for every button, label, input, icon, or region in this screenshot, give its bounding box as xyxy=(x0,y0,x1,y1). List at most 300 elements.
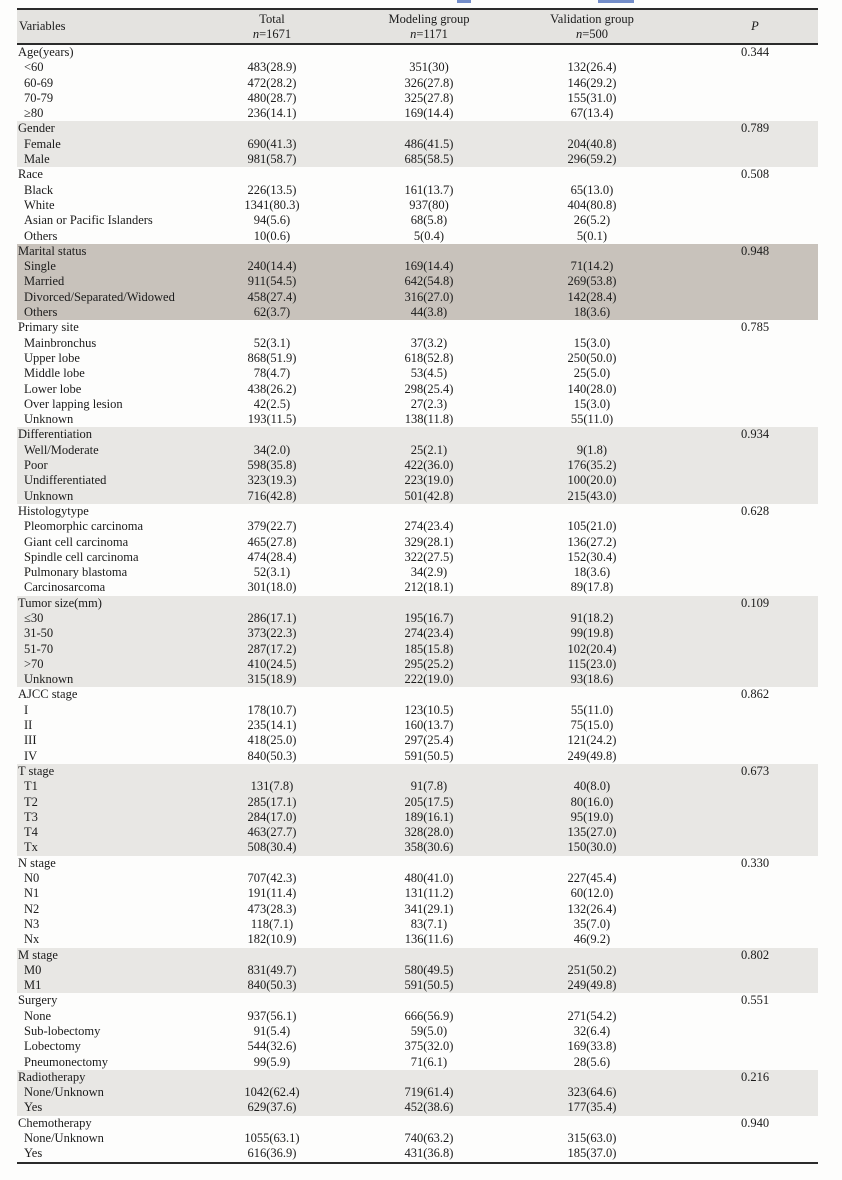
cell-validation: 60(12.0) xyxy=(570,886,614,901)
row-label: N1 xyxy=(24,886,40,901)
section-label: Race xyxy=(18,167,43,182)
cell-validation: 80(16.0) xyxy=(517,795,667,810)
cell-modeling: 136(11.6) xyxy=(404,932,454,947)
cell-total: 373(22.3) xyxy=(203,626,341,641)
p-value-empty xyxy=(667,458,818,473)
section-row xyxy=(17,1070,818,1085)
data-row xyxy=(17,336,818,351)
section-label: Differentiation xyxy=(17,427,203,442)
p-value-empty xyxy=(667,290,818,305)
cell-total: 178(10.7) xyxy=(247,702,297,717)
p-value-empty xyxy=(667,91,818,106)
section-label: Tumor size(mm) xyxy=(17,596,203,611)
cell-modeling: 25(2.1) xyxy=(341,443,517,458)
data-row xyxy=(17,642,818,657)
row-label: Yes xyxy=(17,1100,203,1115)
p-value-empty xyxy=(667,932,818,947)
row-label: Asian or Pacific Islanders xyxy=(24,213,153,228)
row-label: Single xyxy=(17,259,203,274)
section-row xyxy=(17,993,818,1008)
cell-total: 78(4.7) xyxy=(253,366,291,381)
data-row xyxy=(17,825,818,840)
cell-modeling: 131(11.2) xyxy=(404,886,454,901)
cell-modeling: 591(50.5) xyxy=(341,978,517,993)
cell-modeling: 642(54.8) xyxy=(341,274,517,289)
cell-modeling xyxy=(341,856,517,871)
group-name: Validation group xyxy=(550,12,634,26)
cell-total: 840(50.3) xyxy=(247,748,297,763)
section-label: Primary site xyxy=(18,320,79,335)
data-row xyxy=(17,473,818,488)
row-label: Sub-lobectomy xyxy=(24,1024,101,1038)
section-label: Marital status xyxy=(17,244,203,259)
p-value-empty xyxy=(667,535,818,550)
section-label: Age(years) xyxy=(18,45,74,59)
cell-total xyxy=(203,687,341,702)
p-value: 0.344 xyxy=(740,45,770,59)
cell-validation: 95(19.0) xyxy=(517,810,667,825)
data-row xyxy=(17,366,818,381)
cell-modeling: 322(27.5) xyxy=(404,549,454,564)
cell-total: 544(32.6) xyxy=(247,1039,297,1054)
section-row xyxy=(17,764,818,779)
cell-modeling: 91(7.8) xyxy=(341,779,517,794)
p-value-empty xyxy=(667,489,818,504)
cell-total: 474(28.4) xyxy=(247,549,297,564)
data-row xyxy=(17,1024,818,1039)
cell-modeling: 325(27.8) xyxy=(404,90,454,105)
cell-total: 286(17.1) xyxy=(203,611,341,626)
cell-validation: 105(21.0) xyxy=(567,519,617,534)
cell-validation: 67(13.4) xyxy=(570,106,614,121)
cell-modeling: 34(2.9) xyxy=(410,565,448,580)
cell-modeling: 205(17.5) xyxy=(341,795,517,810)
cell-total: 287(17.2) xyxy=(203,642,341,657)
p-value-empty xyxy=(667,779,818,794)
data-row xyxy=(17,397,818,412)
cell-total xyxy=(203,948,341,963)
p-value-empty xyxy=(667,213,818,228)
data-row xyxy=(17,351,818,366)
cell-validation: 55(11.0) xyxy=(570,702,614,717)
cell-validation: 176(35.2) xyxy=(517,458,667,473)
p-value: 0.673 xyxy=(667,764,818,779)
cell-total: 379(22.7) xyxy=(247,519,297,534)
cell-validation: 296(59.2) xyxy=(517,152,667,167)
cell-validation: 177(35.4) xyxy=(517,1100,667,1115)
p-value-empty xyxy=(667,917,818,932)
cell-modeling: 83(7.1) xyxy=(410,916,448,931)
row-label: Yes xyxy=(24,1146,43,1161)
cell-modeling: 422(36.0) xyxy=(341,458,517,473)
cell-total: 472(28.2) xyxy=(247,75,297,90)
data-row xyxy=(17,550,818,565)
cell-validation: 18(3.6) xyxy=(517,305,667,320)
cell-validation: 323(64.6) xyxy=(517,1085,667,1100)
row-label: <60 xyxy=(24,60,44,75)
row-label: Black xyxy=(24,182,54,197)
cell-modeling: 68(5.8) xyxy=(410,213,448,228)
p-value-empty xyxy=(667,305,818,320)
cell-total: 240(14.4) xyxy=(203,259,341,274)
section-label: M stage xyxy=(17,948,203,963)
cell-modeling xyxy=(341,320,517,335)
cell-validation: 251(50.2) xyxy=(517,963,667,978)
p-value-empty xyxy=(667,672,818,687)
p-value-empty xyxy=(667,1100,818,1115)
p-value: 0.508 xyxy=(740,167,770,182)
cell-total: 840(50.3) xyxy=(203,978,341,993)
cell-modeling xyxy=(341,1070,517,1085)
cell-total: 42(2.5) xyxy=(253,396,291,411)
cell-modeling: 316(27.0) xyxy=(341,290,517,305)
p-value: 0.934 xyxy=(667,427,818,442)
cell-validation: 269(53.8) xyxy=(517,274,667,289)
p-value-empty xyxy=(667,519,818,534)
row-label: III xyxy=(24,733,37,748)
p-value: 0.109 xyxy=(667,596,818,611)
data-row xyxy=(17,795,818,810)
section-row xyxy=(17,1116,818,1131)
cell-total xyxy=(203,320,341,335)
n-count: =500 xyxy=(582,26,609,41)
row-label: II xyxy=(24,718,33,733)
p-value-empty xyxy=(667,183,818,198)
data-row xyxy=(17,749,818,764)
row-label: None/Unknown xyxy=(24,1131,104,1146)
cell-validation: 146(29.2) xyxy=(567,75,617,90)
cell-validation: 250(50.0) xyxy=(567,350,617,365)
data-row xyxy=(17,703,818,718)
section-row xyxy=(17,856,818,871)
data-row xyxy=(17,917,818,932)
cell-modeling: 341(29.1) xyxy=(404,901,454,916)
cell-total xyxy=(203,427,341,442)
cell-total: 508(30.4) xyxy=(203,840,341,855)
cell-modeling xyxy=(341,427,517,442)
cell-total: 191(11.4) xyxy=(247,886,297,901)
p-value-empty xyxy=(667,106,818,121)
cell-modeling xyxy=(341,121,517,136)
cell-total xyxy=(203,764,341,779)
cell-modeling: 329(28.1) xyxy=(404,534,454,549)
cell-total: 34(2.0) xyxy=(203,443,341,458)
row-label: N3 xyxy=(24,916,40,931)
cell-validation: 18(3.6) xyxy=(573,565,611,580)
row-label: Upper lobe xyxy=(24,350,80,365)
caption-remnant xyxy=(457,0,471,3)
p-value-empty xyxy=(667,274,818,289)
p-value-empty xyxy=(667,703,818,718)
p-value-empty xyxy=(667,749,818,764)
cell-validation xyxy=(517,320,667,335)
cell-modeling: 328(28.0) xyxy=(341,825,517,840)
cell-total: 1055(63.1) xyxy=(244,1131,300,1146)
cell-total xyxy=(203,856,341,871)
row-label: Mainbronchus xyxy=(24,335,97,350)
p-value-empty xyxy=(667,795,818,810)
section-row xyxy=(17,121,818,136)
cell-total: 193(11.5) xyxy=(247,412,297,427)
cell-validation: 65(13.0) xyxy=(570,182,614,197)
cell-modeling: 580(49.5) xyxy=(341,963,517,978)
cell-modeling xyxy=(341,167,517,182)
cell-validation: 40(8.0) xyxy=(517,779,667,794)
data-row xyxy=(17,60,818,75)
cell-total: 285(17.1) xyxy=(203,795,341,810)
row-label: Undifferentiated xyxy=(17,473,203,488)
data-row xyxy=(17,213,818,228)
cell-total: 91(5.4) xyxy=(253,1024,291,1038)
row-label: Carcinosarcoma xyxy=(24,580,106,595)
column-header-modeling xyxy=(341,9,517,44)
group-name: Total xyxy=(259,12,285,26)
cell-modeling xyxy=(341,993,517,1008)
cell-modeling: 351(30) xyxy=(409,60,449,75)
cell-total: 99(5.9) xyxy=(253,1054,291,1069)
cell-validation: 93(18.6) xyxy=(517,672,667,687)
cell-validation: 136(27.2) xyxy=(567,534,617,549)
column-header-total xyxy=(203,9,341,44)
p-value-empty xyxy=(667,1009,818,1024)
p-value-empty xyxy=(667,718,818,733)
cell-total: 10(0.6) xyxy=(253,228,291,243)
p-value-empty xyxy=(667,871,818,886)
cell-validation: 25(5.0) xyxy=(573,366,611,381)
cell-validation xyxy=(517,44,667,60)
cell-total: 438(26.2) xyxy=(247,381,297,396)
section-row xyxy=(17,687,818,702)
cell-total: 629(37.6) xyxy=(203,1100,341,1115)
p-value-empty xyxy=(667,351,818,366)
cell-modeling: 37(3.2) xyxy=(410,335,448,350)
cell-modeling: 740(63.2) xyxy=(404,1131,454,1146)
cell-validation xyxy=(517,427,667,442)
p-value: 0.785 xyxy=(740,320,770,335)
data-row xyxy=(17,1100,818,1115)
p-value-empty xyxy=(667,810,818,825)
cell-modeling: 185(15.8) xyxy=(341,642,517,657)
cell-modeling: 591(50.5) xyxy=(404,748,454,763)
row-label: Well/Moderate xyxy=(17,443,203,458)
cell-modeling: 298(25.4) xyxy=(404,381,454,396)
cell-total xyxy=(203,1070,341,1085)
cell-validation xyxy=(517,993,667,1008)
cell-validation: 404(80.8) xyxy=(567,197,617,212)
cell-modeling: 223(19.0) xyxy=(341,473,517,488)
cell-validation: 155(31.0) xyxy=(567,90,617,105)
cell-validation: 140(28.0) xyxy=(567,381,617,396)
cell-modeling xyxy=(341,764,517,779)
cell-validation xyxy=(517,948,667,963)
p-value-empty xyxy=(667,565,818,580)
row-label: Lobectomy xyxy=(24,1039,81,1054)
section-row xyxy=(17,596,818,611)
cell-validation: 28(5.6) xyxy=(573,1054,611,1069)
cell-validation: 271(54.2) xyxy=(567,1008,617,1023)
data-row xyxy=(17,840,818,855)
cell-total: 236(14.1) xyxy=(247,106,297,121)
data-row xyxy=(17,565,818,580)
n-symbol: n xyxy=(252,26,260,41)
p-value-empty xyxy=(667,733,818,748)
cell-total: 937(56.1) xyxy=(247,1008,297,1023)
column-header-variables: Variables xyxy=(17,9,203,44)
p-value-empty xyxy=(667,412,818,427)
p-value: 0.628 xyxy=(740,503,770,518)
p-value-empty xyxy=(667,1085,818,1100)
cell-total: 182(10.9) xyxy=(247,932,297,947)
row-label: 60-69 xyxy=(24,75,54,90)
data-row xyxy=(17,718,818,733)
row-label: Lower lobe xyxy=(24,381,82,396)
cell-total: 690(41.3) xyxy=(203,137,341,152)
cell-validation: 32(6.4) xyxy=(573,1024,611,1038)
cell-validation: 75(15.0) xyxy=(570,718,614,733)
section-row xyxy=(17,167,818,182)
cell-total: 315(18.9) xyxy=(203,672,341,687)
cell-validation: 249(49.8) xyxy=(567,748,617,763)
cell-modeling: 480(41.0) xyxy=(404,871,454,886)
data-row xyxy=(17,1085,818,1100)
n-symbol: n xyxy=(410,26,417,41)
row-label: T3 xyxy=(17,810,203,825)
cell-total: 707(42.3) xyxy=(247,871,297,886)
p-value-empty xyxy=(667,198,818,213)
cell-total: 62(3.7) xyxy=(203,305,341,320)
data-row xyxy=(17,519,818,534)
p-value-empty xyxy=(667,443,818,458)
data-row xyxy=(17,733,818,748)
cell-validation xyxy=(517,764,667,779)
cell-modeling: 59(5.0) xyxy=(410,1024,448,1038)
cell-validation: 132(26.4) xyxy=(567,60,617,75)
cell-validation: 249(49.8) xyxy=(517,978,667,993)
cell-total: 52(3.1) xyxy=(253,335,291,350)
data-row xyxy=(17,183,818,198)
cell-modeling: 195(16.7) xyxy=(341,611,517,626)
cell-modeling: 719(61.4) xyxy=(341,1085,517,1100)
cell-total xyxy=(203,504,341,519)
cell-total: 616(36.9) xyxy=(247,1146,297,1161)
cell-validation: 132(26.4) xyxy=(567,901,617,916)
row-label: Nx xyxy=(24,932,40,947)
p-value: 0.862 xyxy=(740,687,770,702)
cell-total: 418(25.0) xyxy=(247,733,297,748)
p-value-empty xyxy=(667,1131,818,1146)
data-row xyxy=(17,489,818,504)
cell-validation: 5(0.1) xyxy=(576,228,608,243)
cell-validation xyxy=(517,596,667,611)
row-label: White xyxy=(24,197,55,212)
cell-validation: 135(27.0) xyxy=(517,825,667,840)
cell-validation: 150(30.0) xyxy=(517,840,667,855)
p-value-empty xyxy=(667,550,818,565)
row-label: >70 xyxy=(17,657,203,672)
row-label: 70-79 xyxy=(24,90,54,105)
cell-modeling: 169(14.4) xyxy=(404,106,454,121)
row-label: Pleomorphic carcinoma xyxy=(24,519,144,534)
data-row xyxy=(17,1039,818,1054)
header-row xyxy=(17,9,818,44)
cell-validation: 26(5.2) xyxy=(573,213,611,228)
data-row xyxy=(17,305,818,320)
p-value-empty xyxy=(667,382,818,397)
p-value-empty xyxy=(667,152,818,167)
cell-modeling: 618(52.8) xyxy=(404,350,454,365)
p-value-empty xyxy=(667,657,818,672)
data-row xyxy=(17,886,818,901)
p-value-empty xyxy=(667,366,818,381)
section-label: AJCC stage xyxy=(18,687,78,702)
data-row xyxy=(17,580,818,595)
cell-validation: 35(7.0) xyxy=(573,916,611,931)
row-label: M1 xyxy=(17,978,203,993)
cell-validation xyxy=(517,121,667,136)
cell-validation xyxy=(517,244,667,259)
cell-total: 716(42.8) xyxy=(203,489,341,504)
cell-modeling: 71(6.1) xyxy=(410,1054,448,1069)
cell-modeling: 452(38.6) xyxy=(341,1100,517,1115)
cell-total xyxy=(203,167,341,182)
data-row xyxy=(17,259,818,274)
cell-total xyxy=(203,596,341,611)
cell-validation xyxy=(517,687,667,702)
cell-validation xyxy=(517,856,667,871)
row-label: I xyxy=(24,702,29,717)
row-label: Others xyxy=(17,305,203,320)
cell-total: 465(27.8) xyxy=(247,534,297,549)
cell-total xyxy=(203,244,341,259)
p-value-empty xyxy=(667,336,818,351)
p-value-empty xyxy=(667,978,818,993)
p-value: 0.948 xyxy=(667,244,818,259)
cell-modeling: 169(14.4) xyxy=(341,259,517,274)
section-label: Histologytype xyxy=(18,503,89,518)
cell-modeling: 27(2.3) xyxy=(410,396,448,411)
data-row xyxy=(17,76,818,91)
row-label: Female xyxy=(17,137,203,152)
p-value-empty xyxy=(667,397,818,412)
cell-modeling: 274(23.4) xyxy=(341,626,517,641)
row-label: Poor xyxy=(17,458,203,473)
n-count: =1171 xyxy=(416,26,448,41)
cell-modeling: 501(42.8) xyxy=(341,489,517,504)
row-label: Middle lobe xyxy=(24,366,85,381)
cell-total: 831(49.7) xyxy=(203,963,341,978)
cell-modeling: 937(80) xyxy=(409,197,449,212)
cell-validation: 315(63.0) xyxy=(567,1131,617,1146)
section-label: Surgery xyxy=(18,993,58,1008)
row-label: T1 xyxy=(17,779,203,794)
row-label: T2 xyxy=(17,795,203,810)
cell-total: 480(28.7) xyxy=(247,90,297,105)
cell-modeling xyxy=(341,1116,517,1131)
cell-modeling: 295(25.2) xyxy=(341,657,517,672)
cell-validation: 9(1.8) xyxy=(517,443,667,458)
cell-total: 473(28.3) xyxy=(247,901,297,916)
cell-modeling: 189(16.1) xyxy=(341,810,517,825)
p-value-empty xyxy=(667,1146,818,1162)
p-value-empty xyxy=(667,626,818,641)
cell-total: 483(28.9) xyxy=(247,60,297,75)
cell-modeling: 685(58.5) xyxy=(341,152,517,167)
p-value-empty xyxy=(667,840,818,855)
row-label: Married xyxy=(17,274,203,289)
cell-total: 981(58.7) xyxy=(203,152,341,167)
cell-modeling xyxy=(341,504,517,519)
data-row xyxy=(17,443,818,458)
